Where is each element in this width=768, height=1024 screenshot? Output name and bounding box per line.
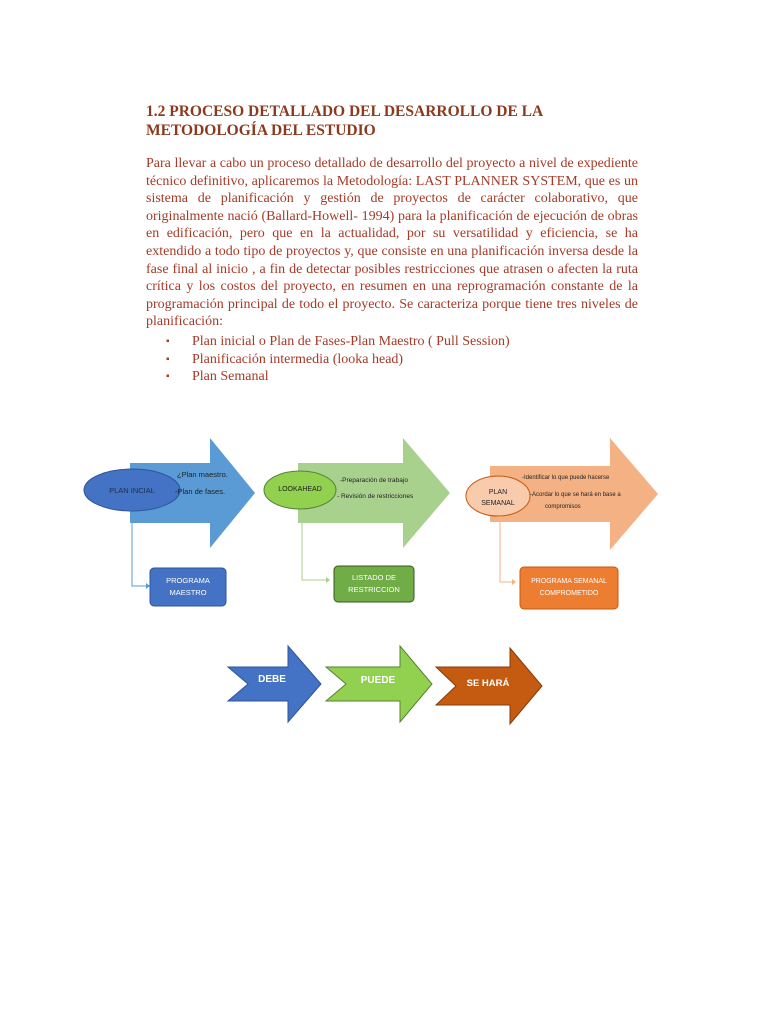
stage3-oval-line1: PLAN [488,489,508,496]
stage3-box [520,567,618,609]
stage3-line3: compromisos [545,504,581,510]
stage1-line2: -Plan de fases. [175,487,226,496]
body-paragraph: Para llevar a cabo un proceso detallado de desarrollo del proyecto a nivel de expediente técnico definitivo, aplicaremos la Metodología: LAST PLANNER SYSTEM, que es un sistema de planificación y gestión de proyectos de carácter colaborativo, que originalmente nació (Ballard-Howell- 1994) para la planificación de ejecución de obras en edificación, pero que en la actualidad, por su versatilidad y eficiencia, se ha extendido a todo tipo de proyectos y, que consiste en una planificación inversa desde la fase final al inicio , a fin de detectar posibles restricciones que atrasen o afecten la ruta crítica y los costos del proyecto, en resumen en una reprogramación constante de la programación principal de todo el proyecto. Se caracteriza porque tiene tres niveles de planificación: [146,156,638,330]
stage2-box-line2: RESTRICCION [348,585,400,594]
bullet-icon: ▪ [166,353,170,365]
stage3-connector [500,516,512,582]
list-item-text: Plan inicial o Plan de Fases-Plan Maestro ( Pull Session) [192,334,510,349]
stage3-line2: -Acordar lo que se hará en base a [530,492,621,498]
stage1-box [150,568,226,606]
section-heading: 1.2 PROCESO DETALLADO DEL DESARROLLO DE LA METODOLOGÍA DEL ESTUDIO [146,103,543,139]
stage3-box-line1: PROGRAMA SEMANAL [531,578,607,585]
debe-label: DEBE [258,674,286,685]
stage1-box-line1: PROGRAMA [166,576,210,585]
stage1-connector [132,512,146,586]
stage1-line1: ¿Plan maestro. [177,470,228,479]
stage1-connector-head [146,583,150,589]
stage2-line2: - Revisión de restricciones [337,493,414,500]
stage2-box [334,566,414,602]
bullet-icon: ▪ [166,336,170,347]
list-item-text: Plan Semanal [192,369,269,385]
stage2-box-line1: LISTADO DE [351,573,397,582]
stage3-line1: -Identificar lo que puede hacerse [522,475,610,481]
se-hara-label: SE HARÁ [466,678,510,689]
stage1-box-line2: MAESTRO [169,588,207,597]
stage3-box-line2: COMPROMETIDO [539,590,599,597]
stage2-connector-head [326,577,330,583]
stage3-oval-line2: SEMANAL [481,500,515,507]
stage2-line1: -Preparación de trabajo [340,477,408,484]
puede-label: PUEDE [360,675,396,686]
stage2-oval-label: LOOKAHEAD [278,486,322,493]
list-item-text: Planificación intermedia (looka head) [192,351,404,367]
stage1-oval-label: PLAN INCIAL [109,486,155,495]
bullet-icon: ▪ [166,371,170,383]
stage3-connector-head [512,579,516,585]
stage3-oval [466,476,530,516]
